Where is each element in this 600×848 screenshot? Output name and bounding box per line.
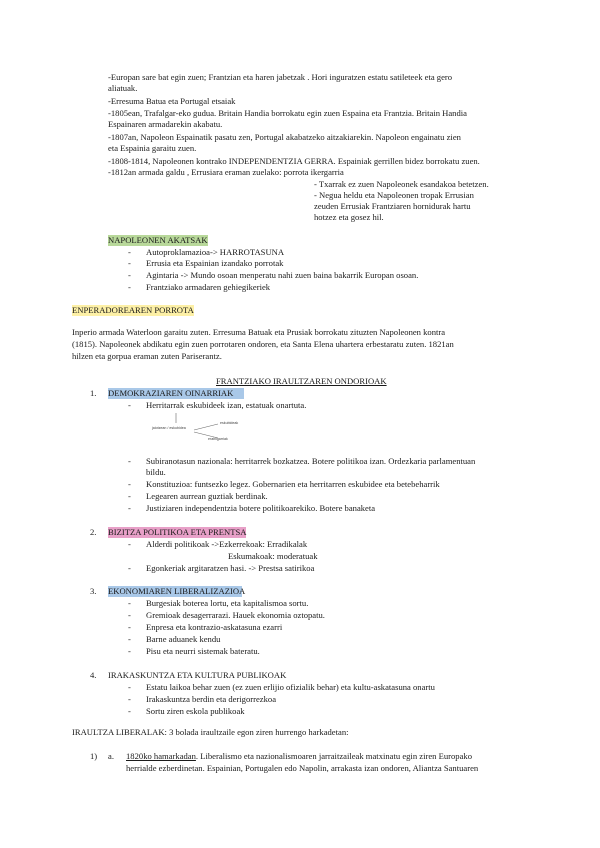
text-line: - Txarrak ez zuen Napoleonek esandakoa betetzen. xyxy=(314,179,489,189)
bullet-dash: - xyxy=(128,456,131,466)
text-line: -1812an armada galdu , Errusiara eraman zuelako: porrota ikergarria xyxy=(108,167,344,177)
text-line: -Europan sare bat egin zuen; Frantzian eta haren jabetzak . Hori inguratzen estatu satileteek eta gero xyxy=(108,72,453,82)
list-item: Agintaria -> Mundo osoan menperatu nahi zuen baina bakarrik Europan osoan. xyxy=(146,270,419,280)
list-number: 3. xyxy=(90,586,97,596)
list-number: 1. xyxy=(90,388,97,398)
text-line: -1807an, Napoleon Espainatik pasatu zen, Portugal akabatzeko aitzakiarekin. Napoleon engainatu zien xyxy=(108,132,461,142)
text-line: -1808-1814, Napoleonen kontrako INDEPENDENTZIA GERRA. Espainiak gerrillen bidez borrokatu zuen. xyxy=(108,156,480,166)
list-item: Sortu ziren eskola publikoak xyxy=(146,706,245,716)
text-line: zeuden Errusiak Frantziaren hornidurak hartu xyxy=(314,201,471,211)
subsection-heading-irakaskuntza: IRAKASKUNTZA ETA KULTURA PUBLIKOAK xyxy=(108,670,287,680)
list-item-cont: bildu. xyxy=(146,467,166,477)
section-heading-ondorioak: FRANTZIAKO IRAULTZAREN ONDORIOAK xyxy=(216,376,387,386)
text-line: hotzez eta gosez hil. xyxy=(314,212,384,222)
diagram-label-left: jaiotzean / eskubidea xyxy=(152,426,186,430)
list-item-cont: Eskumakoak: moderatuak xyxy=(228,551,318,561)
list-item: Justiziaren independentzia botere politikoarekiko. Botere banaketa xyxy=(146,503,376,513)
list-item: Frantziako armadaren gehiegikeriek xyxy=(146,282,271,292)
paragraph-line: herrialde ezberdinetan. Espainian, Portugalen edo Napolin, arrakasta izan ondoren, Aliantza Santuaren xyxy=(126,763,479,773)
subsection-heading-ekonomia: EKONOMIAREN LIBERALIZAZIOA xyxy=(108,586,246,596)
list-item: Legearen aurrean guztiak berdinak. xyxy=(146,491,268,501)
subsection-heading-bizitza: BIZITZA POLITIKOA ETA PRENTSA xyxy=(108,527,247,537)
bullet-dash: - xyxy=(128,258,131,268)
text-line: - Negua heldu eta Napoleonen tropak Errusian xyxy=(314,190,474,200)
text-line: aliatuak. xyxy=(108,83,138,93)
bullet-dash: - xyxy=(128,598,131,608)
list-number: 4. xyxy=(90,670,97,680)
list-item: Enpresa eta kontrazio-askatasuna ezarri xyxy=(146,622,283,632)
bullet-dash: - xyxy=(128,539,131,549)
paragraph-line: hilzen eta gorpua eraman zuten Pariserantz. xyxy=(72,351,222,361)
diagram-label-top: eskubideak xyxy=(220,421,239,425)
paragraph-line: Inperio armada Waterloon garaitu zuten. Erresuma Batuak eta Prusiak borrokatu zituzten Napoleonen kontra xyxy=(72,327,446,337)
list-letter: a. xyxy=(108,751,114,761)
text-line: -Erresuma Batua eta Portugal etsaiak xyxy=(108,96,236,106)
paragraph-line xyxy=(126,751,472,762)
text-line: eta Espainia garaitu zuen. xyxy=(108,143,197,153)
bullet-dash: - xyxy=(128,400,131,410)
list-number: 2. xyxy=(90,527,97,537)
list-item: Subiranotasun nazionala: herritarrek bozkatzea. Botere politikoa izan. Ordezkaria parlamentuan xyxy=(146,456,476,466)
bullet-dash: - xyxy=(128,503,131,513)
text-line: Espainaren armadarekin akabatu. xyxy=(108,119,223,129)
bullet-dash: - xyxy=(128,622,131,632)
list-item: Errusia eta Espainian izandako porrotak xyxy=(146,258,284,268)
section-heading-porrota: ENPERADOREAREN PORROTA xyxy=(72,305,194,315)
list-item: Konstituzioa: funtsezko legez. Gobernarien eta herritarren eskubidee eta betebeharrik xyxy=(146,479,440,489)
bullet-dash: - xyxy=(128,479,131,489)
paragraph-line: (1815). Napoleonek abdikatu egin zuen porrotaren ondoren, eta Santa Elena uhartera erbestaratu zuten. 1821an xyxy=(72,339,454,349)
list-item: Irakaskuntza berdin eta derigorrezkoa xyxy=(146,694,277,704)
bullet-dash: - xyxy=(128,247,131,257)
list-item: Estatu laikoa behar zuen (ez zuen erlijio ofizialik behar) eta kultu-askatasuna onartu xyxy=(146,682,435,692)
list-item: Barne aduanek kendu xyxy=(146,634,221,644)
underlined-phrase: 1820ko hamarkadan xyxy=(126,751,196,761)
list-item: Pisu eta neurri sistemak bateratu. xyxy=(146,646,260,656)
bullet-dash: - xyxy=(128,270,131,280)
bullet-dash: - xyxy=(128,610,131,620)
line-text: . Liberalismo eta nazionalismoaren jarraitzaileak matxinatu egin ziren Europako xyxy=(195,751,473,761)
diagram-arrow xyxy=(194,424,218,430)
list-item: Egonkeriak argitaratzen hasi. -> Prestsa satirikoa xyxy=(146,563,315,573)
subsection-heading-demokrazia: DEMOKRAZIAREN OINARRIAK xyxy=(108,388,244,399)
section-heading-akatsak: NAPOLEONEN AKATSAK xyxy=(108,235,208,245)
bullet-dash: - xyxy=(128,634,131,644)
list-item: Alderdi politikoak ->Ezkerrekoak: Erradikalak xyxy=(146,539,308,549)
list-item: Autoproklamazioa-> HARROTASUNA xyxy=(146,247,285,257)
list-number: 1) xyxy=(90,751,98,761)
bullet-dash: - xyxy=(128,563,131,573)
rights-diagram xyxy=(150,413,270,445)
bullet-dash: - xyxy=(128,706,131,716)
list-item: Gremioak desagerrarazi. Hauek ekonomia oztopatu. xyxy=(146,610,325,620)
text-line: -1805ean, Trafalgar-eko gudua. Britain Handia borrokatu egin zuen Espaina eta Frantzia. Britain Handia xyxy=(108,108,467,118)
list-item: Herritarrak eskubideek izan, estatuak onartuta. xyxy=(146,400,307,410)
list-item: Burgesiak boterea lortu, eta kapitalismoa sortu. xyxy=(146,598,309,608)
bullet-dash: - xyxy=(128,682,131,692)
bullet-dash: - xyxy=(128,491,131,501)
bullet-dash: - xyxy=(128,282,131,292)
diagram-label-bottom: erabilgarriak xyxy=(208,437,228,441)
bullet-dash: - xyxy=(128,646,131,656)
section-heading-liberalak: IRAULTZA LIBERALAK: 3 bolada iraultzaile egon ziren hurrengo harkadetan: xyxy=(72,727,349,737)
bullet-dash: - xyxy=(128,694,131,704)
